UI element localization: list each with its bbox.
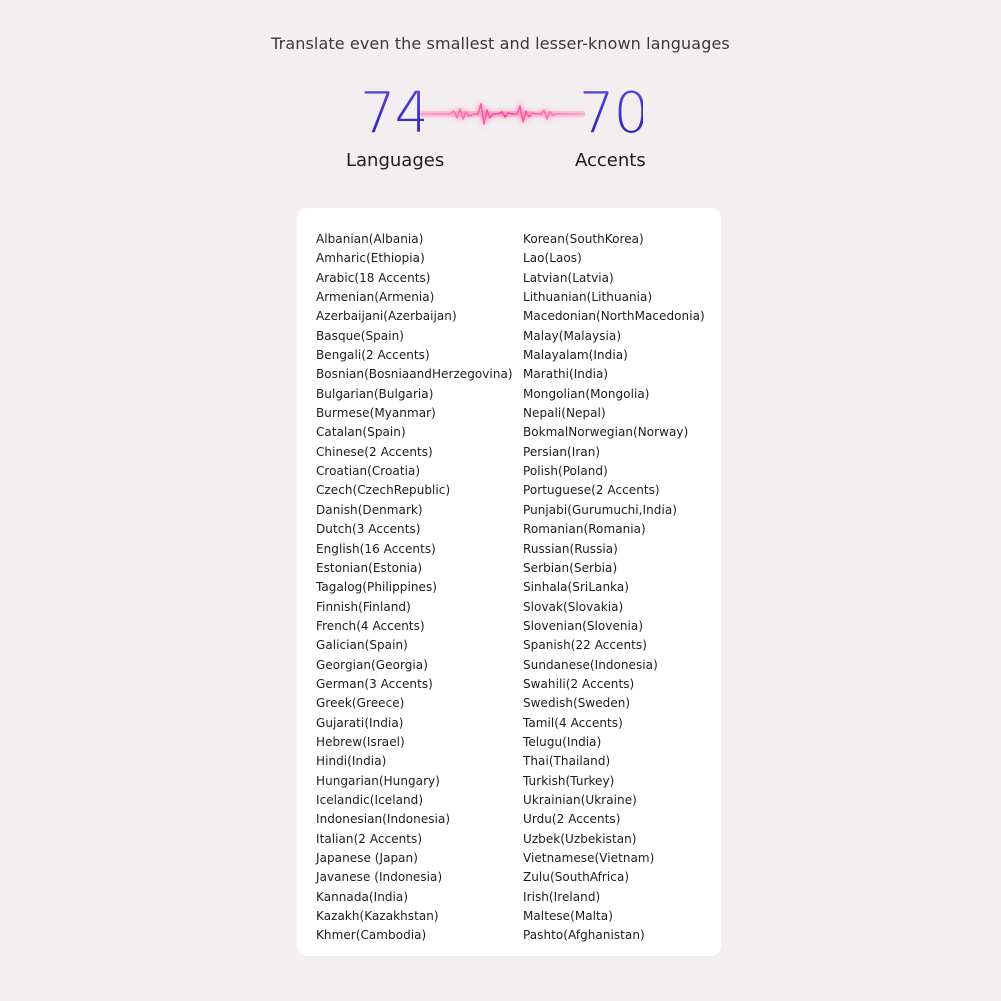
language-item: English(16 Accents) [316,541,436,556]
language-item: Vietnamese(Vietnam) [523,851,655,865]
language-item: Persian(Iran) [523,444,601,459]
language-item: Javanese (Indonesia) [316,870,443,885]
accents-label: Accents [575,150,646,171]
language-item: Spanish(22 Accents) [523,638,647,653]
language-item: Danish(Denmark) [316,502,423,517]
language-item: Slovenian(Slovenia) [523,618,644,633]
language-item: Hebrew(Israel) [316,734,405,749]
language-item: Urdu(2 Accents) [523,812,621,827]
language-item: German(3 Accents) [316,676,433,691]
language-column-right [523,230,705,946]
language-item: Thai(Thailand) [523,754,611,769]
language-item: Korean(SouthKorea) [523,232,644,246]
language-item: Kazakh(Kazakhstan) [316,909,439,924]
language-item: Lithuanian(Lithuania) [523,290,653,305]
language-item: Sinhala(SriLanka) [523,580,630,595]
language-item: Swedish(Sweden) [523,696,631,711]
language-item: Romanian(Romania) [523,522,646,537]
language-item: Azerbaijani(Azerbaijan) [316,309,457,324]
language-item: Pashto(Afghanistan) [523,928,645,943]
language-item: Portuguese(2 Accents) [523,483,660,498]
language-item: Ukrainian(Ukraine) [523,792,637,807]
accents-count: 70 [579,81,649,146]
languages-count: 74 [360,81,430,146]
language-column-left [316,230,513,946]
language-item: Polish(Poland) [523,464,608,479]
language-item: Catalan(Spain) [316,425,406,440]
language-list-card [297,208,721,956]
language-item: Zulu(SouthAfrica) [523,870,630,885]
stats-section [0,80,1001,190]
language-item: Lao(Laos) [523,251,582,266]
language-item: Bulgarian(Bulgaria) [316,386,434,401]
language-item: Chinese(2 Accents) [316,444,433,459]
language-item: Khmer(Cambodia) [316,928,427,943]
language-item: Turkish(Turkey) [523,773,615,788]
language-item: Hindi(India) [316,754,387,769]
language-item: BokmalNorwegian(Norway) [523,425,689,440]
language-item: Armenian(Armenia) [316,290,435,305]
language-item: Slovak(Slovakia) [523,599,624,614]
language-item: Serbian(Serbia) [523,560,618,575]
language-item: Basque(Spain) [316,328,404,343]
language-item: Burmese(Myanmar) [316,406,436,421]
language-item: Uzbek(Uzbekistan) [523,831,637,846]
language-item: Amharic(Ethiopia) [316,251,425,266]
language-item: French(4 Accents) [316,618,425,633]
language-item: Tagalog(Philippines) [316,580,437,595]
language-item: Bosnian(BosniaandHerzegovina) [316,367,513,382]
language-item: Punjabi(Gurumuchi,India) [523,502,677,517]
language-item: Croatian(Croatia) [316,464,421,479]
language-item: Estonian(Estonia) [316,560,423,575]
languages-label: Languages [346,150,445,171]
language-item: Sundanese(Indonesia) [523,657,658,672]
language-item: Czech(CzechRepublic) [316,483,451,498]
language-item: Hungarian(Hungary) [316,773,440,788]
language-item: Russian(Russia) [523,541,618,556]
language-item: Nepali(Nepal) [523,406,606,421]
language-item: Icelandic(Iceland) [316,792,424,807]
language-item: Irish(Ireland) [523,889,601,904]
language-item: Dutch(3 Accents) [316,522,421,537]
language-item: Maltese(Malta) [523,909,613,924]
language-item: Bengali(2 Accents) [316,348,430,363]
language-item: Georgian(Georgia) [316,657,428,672]
language-item: Albanian(Albania) [316,232,424,246]
language-item: Gujarati(India) [316,715,404,730]
language-item: Arabic(18 Accents) [316,270,431,285]
waveform-icon [420,92,585,136]
language-item: Telugu(India) [523,734,602,749]
language-item: Marathi(India) [523,367,609,382]
language-item: Mongolian(Mongolia) [523,386,650,401]
language-item: Tamil(4 Accents) [523,715,623,730]
language-item: Kannada(India) [316,889,409,904]
language-item: Galician(Spain) [316,638,408,653]
language-item: Italian(2 Accents) [316,831,423,846]
language-item: Japanese (Japan) [316,851,418,865]
language-item: Malayalam(India) [523,348,628,363]
language-item: Swahili(2 Accents) [523,676,635,691]
language-item: Greek(Greece) [316,696,405,711]
language-item: Latvian(Latvia) [523,270,614,285]
language-item: Macedonian(NorthMacedonia) [523,309,705,324]
language-item: Malay(Malaysia) [523,328,622,343]
language-item: Indonesian(Indonesia) [316,812,451,827]
headline: Translate even the smallest and lesser-known languages [271,34,730,53]
language-item: Finnish(Finland) [316,599,411,614]
